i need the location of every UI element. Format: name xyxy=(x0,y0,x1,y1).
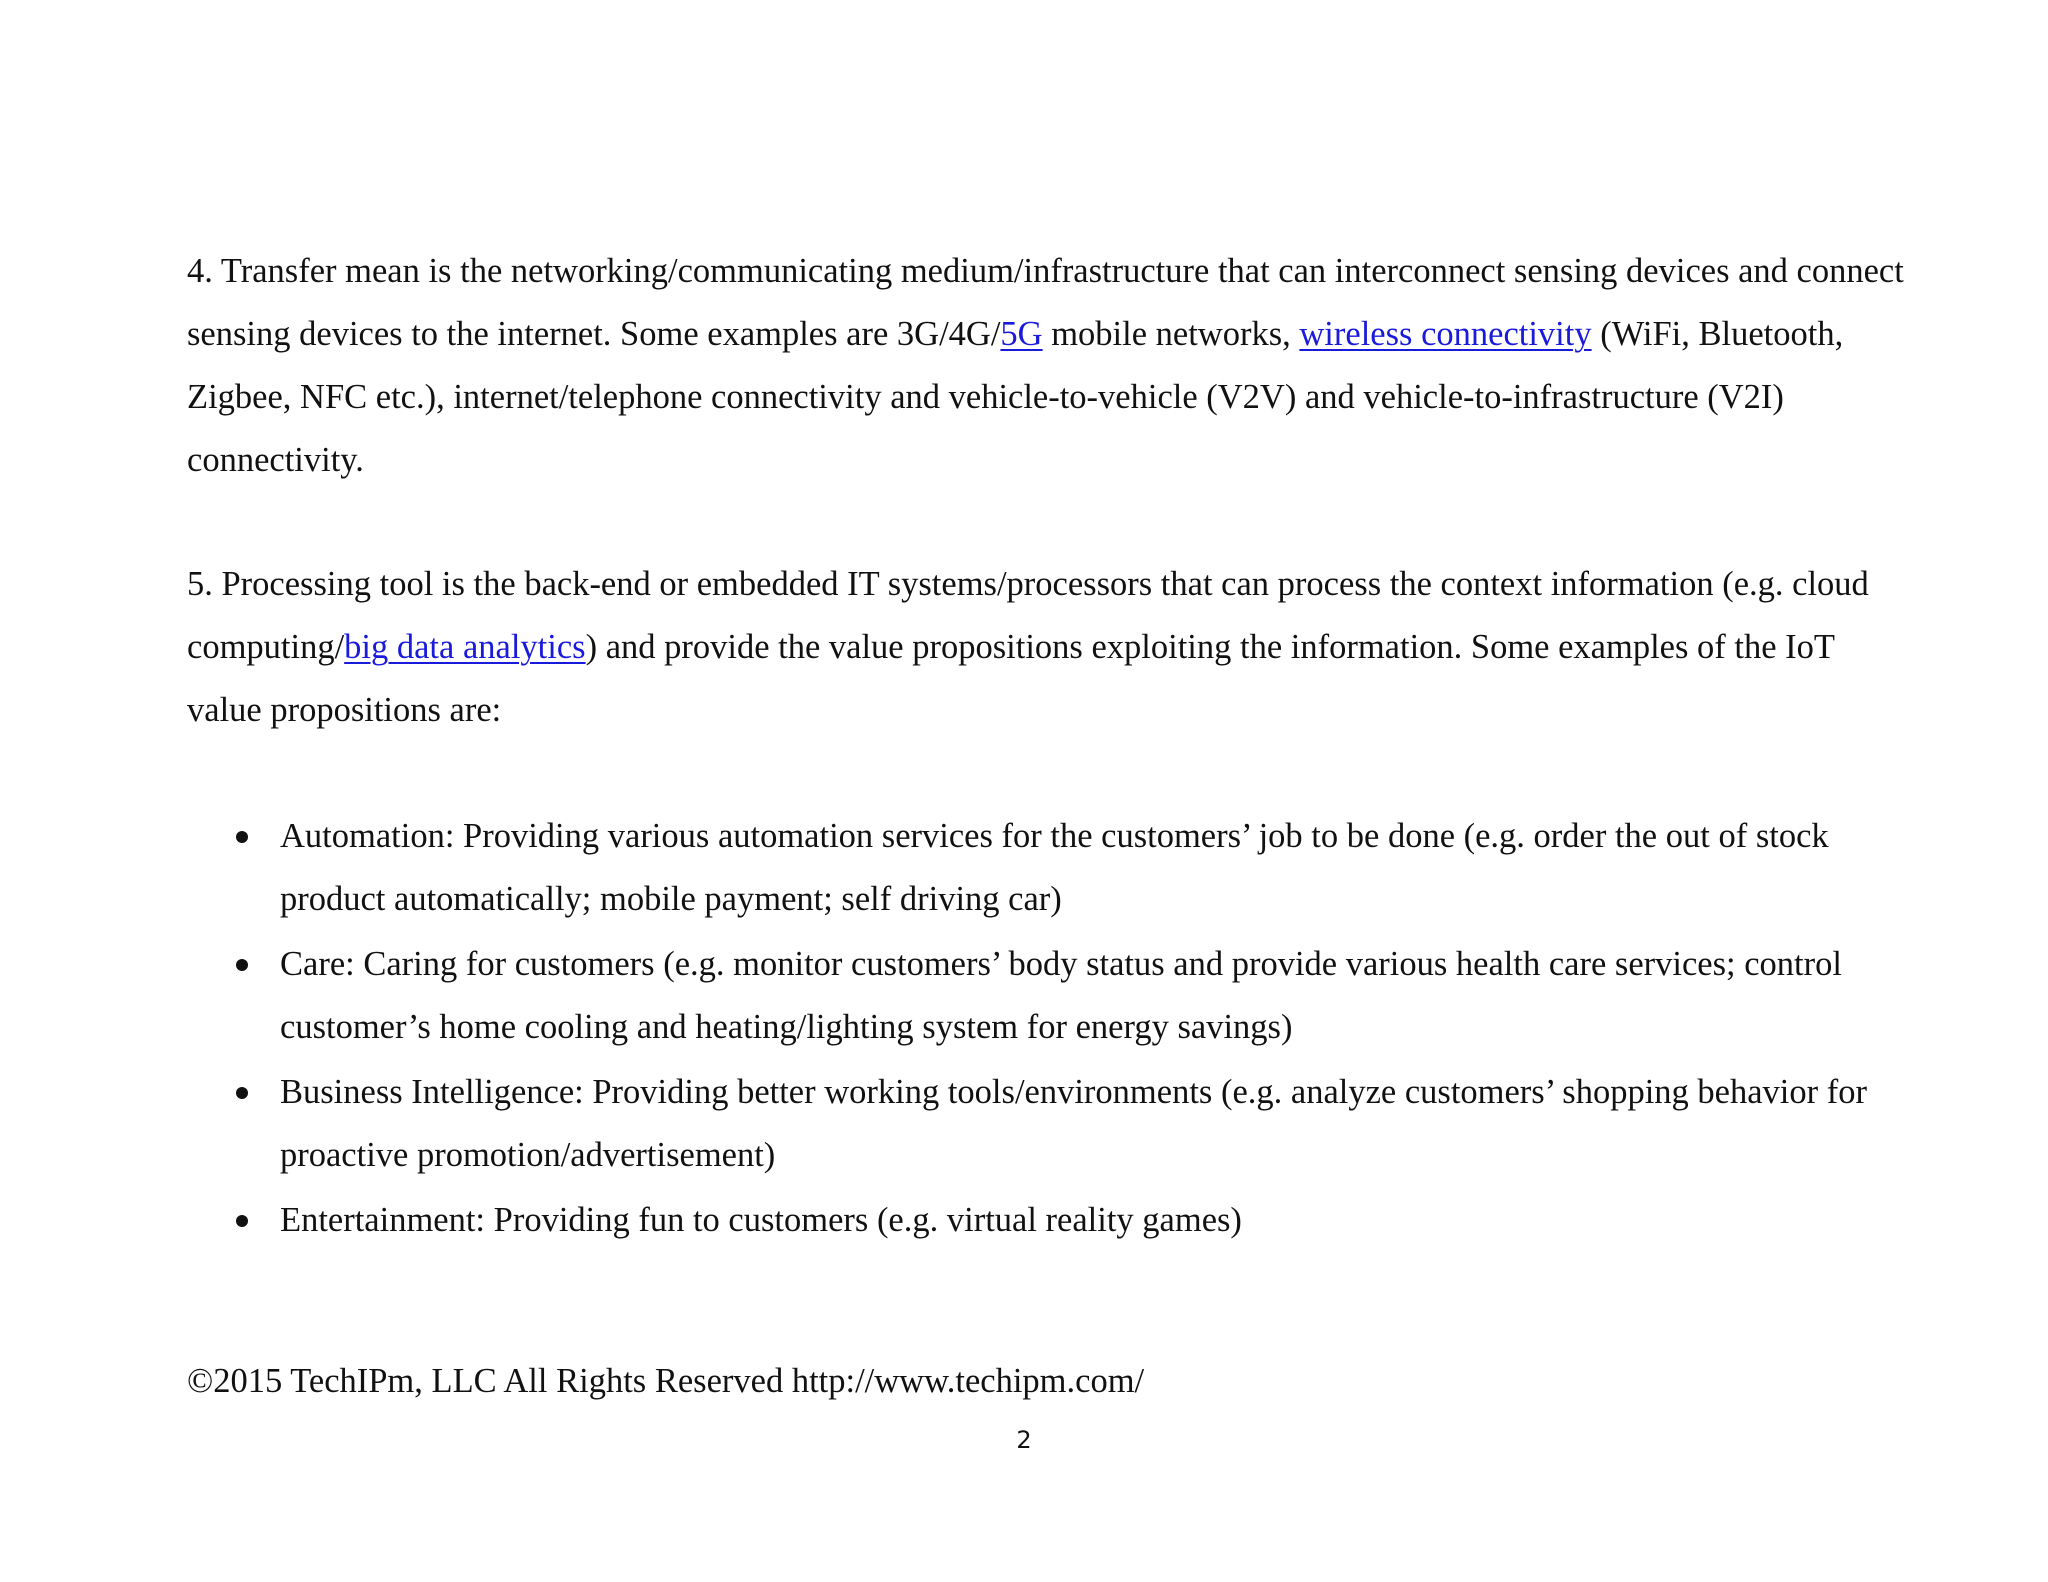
list-item-care xyxy=(187,933,1887,1059)
value-propositions-list xyxy=(187,805,1887,1254)
list-item-text: Entertainment: Providing fun to customers (e.g. virtual reality games) xyxy=(280,1201,1242,1239)
list-item-business-intelligence xyxy=(187,1061,1887,1187)
bullet-icon xyxy=(236,1087,248,1099)
paragraph-transfer-mean xyxy=(187,240,1907,492)
link-big-data-analytics[interactable]: big data analytics xyxy=(344,628,586,666)
list-item-entertainment xyxy=(187,1189,1887,1252)
paragraph-processing-tool xyxy=(187,553,1907,742)
paragraph-4-text-c: (WiFi, Bluetooth, Zigbee, NFC etc.), internet/telephone connectivity and vehicle-to-vehicle (V2V) and vehicle-to-infrastructure (V2I) connectivity. xyxy=(187,315,1844,479)
paragraph-5-text-a: 5. Processing tool is the back-end or embedded IT systems/processors that can process the context information (e.g. cloud computing/ xyxy=(187,565,1869,666)
bullet-icon xyxy=(236,959,248,971)
list-item-text: Business Intelligence: Providing better working tools/environments (e.g. analyze customers’ shopping behavior for proactive promotion/advertisement) xyxy=(280,1073,1867,1174)
paragraph-4-text-b: mobile networks, xyxy=(1042,315,1300,353)
paragraph-4-text-a: 4. Transfer mean is the networking/communicating medium/infrastructure that can interconnect sensing devices and connect sensing devices to the internet. Some examples are 3G/4G/ xyxy=(187,252,1904,353)
paragraph-5-text-b: ) and provide the value propositions exploiting the information. Some examples of the IoT value propositions are: xyxy=(187,628,1835,729)
link-5g[interactable]: 5G xyxy=(1000,315,1043,353)
list-item-text: Care: Caring for customers (e.g. monitor customers’ body status and provide various health care services; control customer’s home cooling and heating/lighting system for energy savings) xyxy=(280,945,1842,1046)
page-number: 2 xyxy=(1016,1426,1032,1454)
bullet-icon xyxy=(236,831,248,843)
bullet-icon xyxy=(236,1215,248,1227)
list-item-text: Automation: Providing various automation services for the customers’ job to be done (e.g. order the out of stock product automatically; mobile payment; self driving car) xyxy=(280,817,1829,918)
link-wireless-connectivity[interactable]: wireless connectivity xyxy=(1299,315,1592,353)
list-item-automation xyxy=(187,805,1887,931)
copyright-footer: ©2015 TechIPm, LLC All Rights Reserved http://www.techipm.com/ xyxy=(187,1362,1145,1400)
